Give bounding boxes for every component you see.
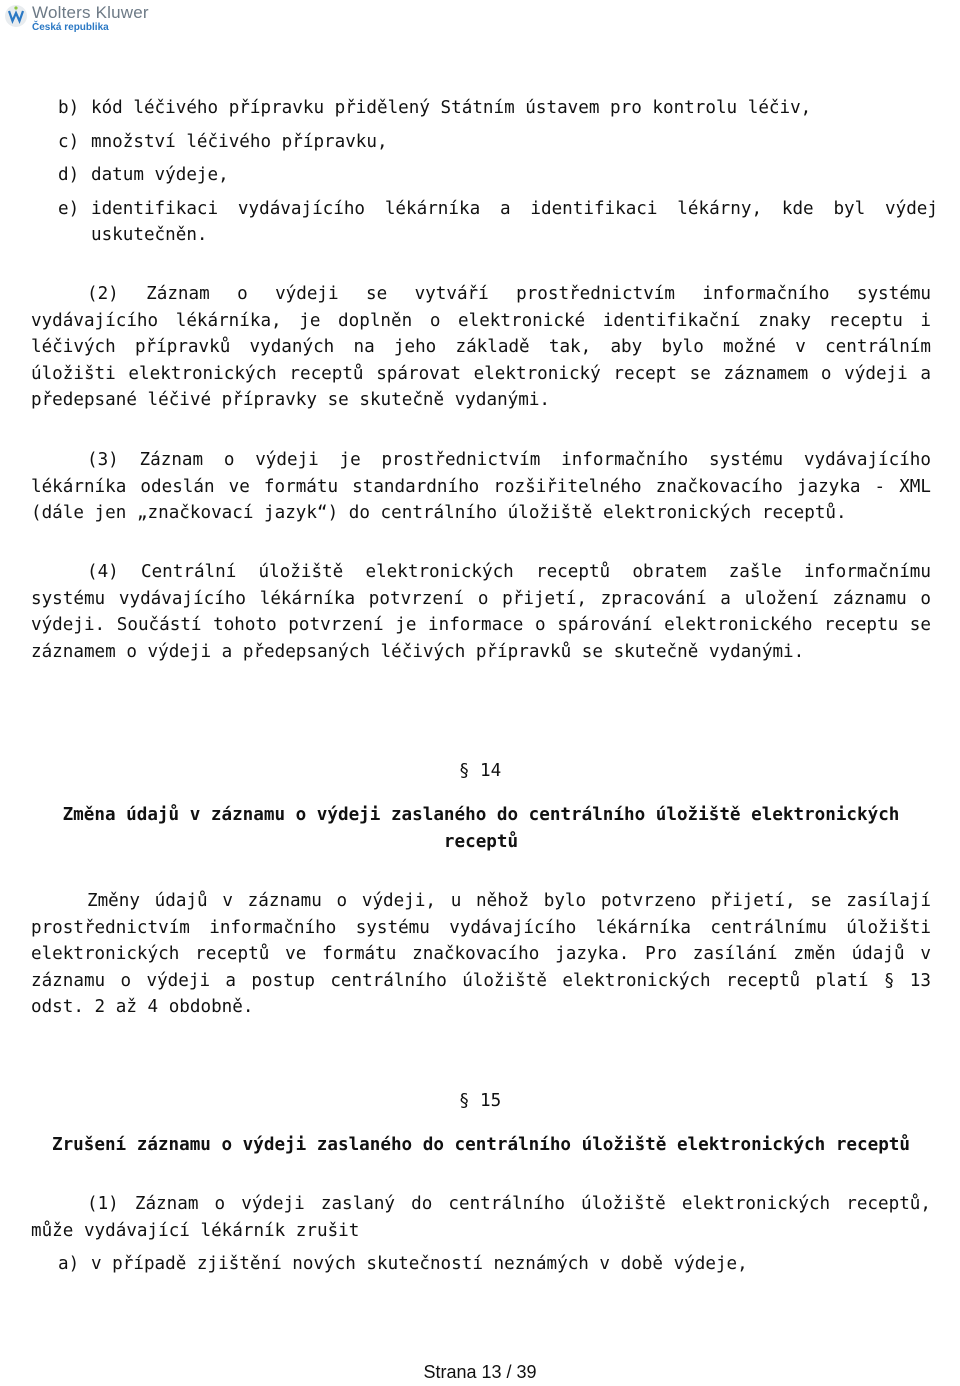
list-text: v případě zjištění nových skutečností neznámých v době výdeje, [91,1254,748,1274]
list-text: kód léčivého přípravku přidělený Státním ústavem pro kontrolu léčiv, [91,98,812,118]
list-text: množství léčivého přípravku, [91,131,388,152]
paragraph-3: (3) Záznam o výdeji je prostřednictvím informačního systému vydávajícího lékárníka odeslán ve formátu standardního rozšiřitelného značkovacího jazyka - XML (dále jen „značkovací jazyk“) do centrálního úložiště elektronických receptů. [31,450,931,523]
section-14-title: Změna údajů v záznamu o výdeji zaslaného do centrálního úložiště elektronických receptů [62,805,900,852]
list-marker: c) [58,131,80,152]
section-15-paragraph-1: (1) Záznam o výdeji zaslaný do centrálního úložiště elektronických receptů, může vydávající lékárník zrušit [31,1194,931,1241]
section-14-number: § 14 [458,761,502,781]
section-14-body: Změny údajů v záznamu o výdeji, u něhož bylo potvrzeno přijetí, se zasílají prostřednictvím informačního systému vydávajícího lékárníka centrálnímu úložišti elektronických receptů ve formátu značkovacího jazyka. Pro zasílání změn údajů v záznamu o výdeji a postup centrálního úložiště elektronických receptů platí § 13 odst. 2 až 4 obdobně. [31,891,931,1017]
list-item [58,129,938,156]
list-item [58,162,938,189]
list-item [58,196,938,249]
section-15-list [58,1251,938,1285]
list-marker: b) [58,98,80,118]
brand-name: Wolters Kluwer [32,3,149,22]
page-number: Strana 13 / 39 [423,1362,537,1382]
brand-subtitle: Česká republika [32,22,109,33]
list-marker: a) [58,1254,80,1274]
list-text: identifikaci vydávajícího lékárníka a identifikaci lékárny, kde byl výdej uskutečněn. [91,198,938,245]
top-list [58,95,938,256]
paragraph-2: (2) Záznam o výdeji se vytváří prostřednictvím informačního systému vydávajícího lékárníka, je doplněn o elektronické identifikační znaky receptu i léčivých přípravků vydaných na jeho základě tak, aby bylo možné v centrálním úložišti elektronických receptů spárovat elektronický recept se záznamem o výdeji a předepsané léčivé přípravky se skutečně vydanými. [31,284,931,410]
wolters-kluwer-logo-icon [4,4,28,28]
list-text: datum výdeje, [91,165,229,185]
paragraph-4: (4) Centrální úložiště elektronických receptů obratem zašle informačnímu systému vydávajícího lékárníka potvrzení o přijetí, zpracování a uložení záznamu o výdeji. Součástí tohoto potvrzení je informace o spárování elektronického receptu se záznamem o výdeji a předepsaných léčivých přípravků se skutečně vydanými. [31,562,931,662]
list-item [58,95,938,122]
section-15-number: § 15 [458,1091,502,1111]
list-marker: e) [58,198,80,219]
list-item [58,1251,938,1278]
list-marker: d) [58,165,80,185]
publisher-header [4,4,149,33]
section-15-title: Zrušení záznamu o výdeji zaslaného do centrálního úložiště elektronických receptů [52,1135,910,1155]
